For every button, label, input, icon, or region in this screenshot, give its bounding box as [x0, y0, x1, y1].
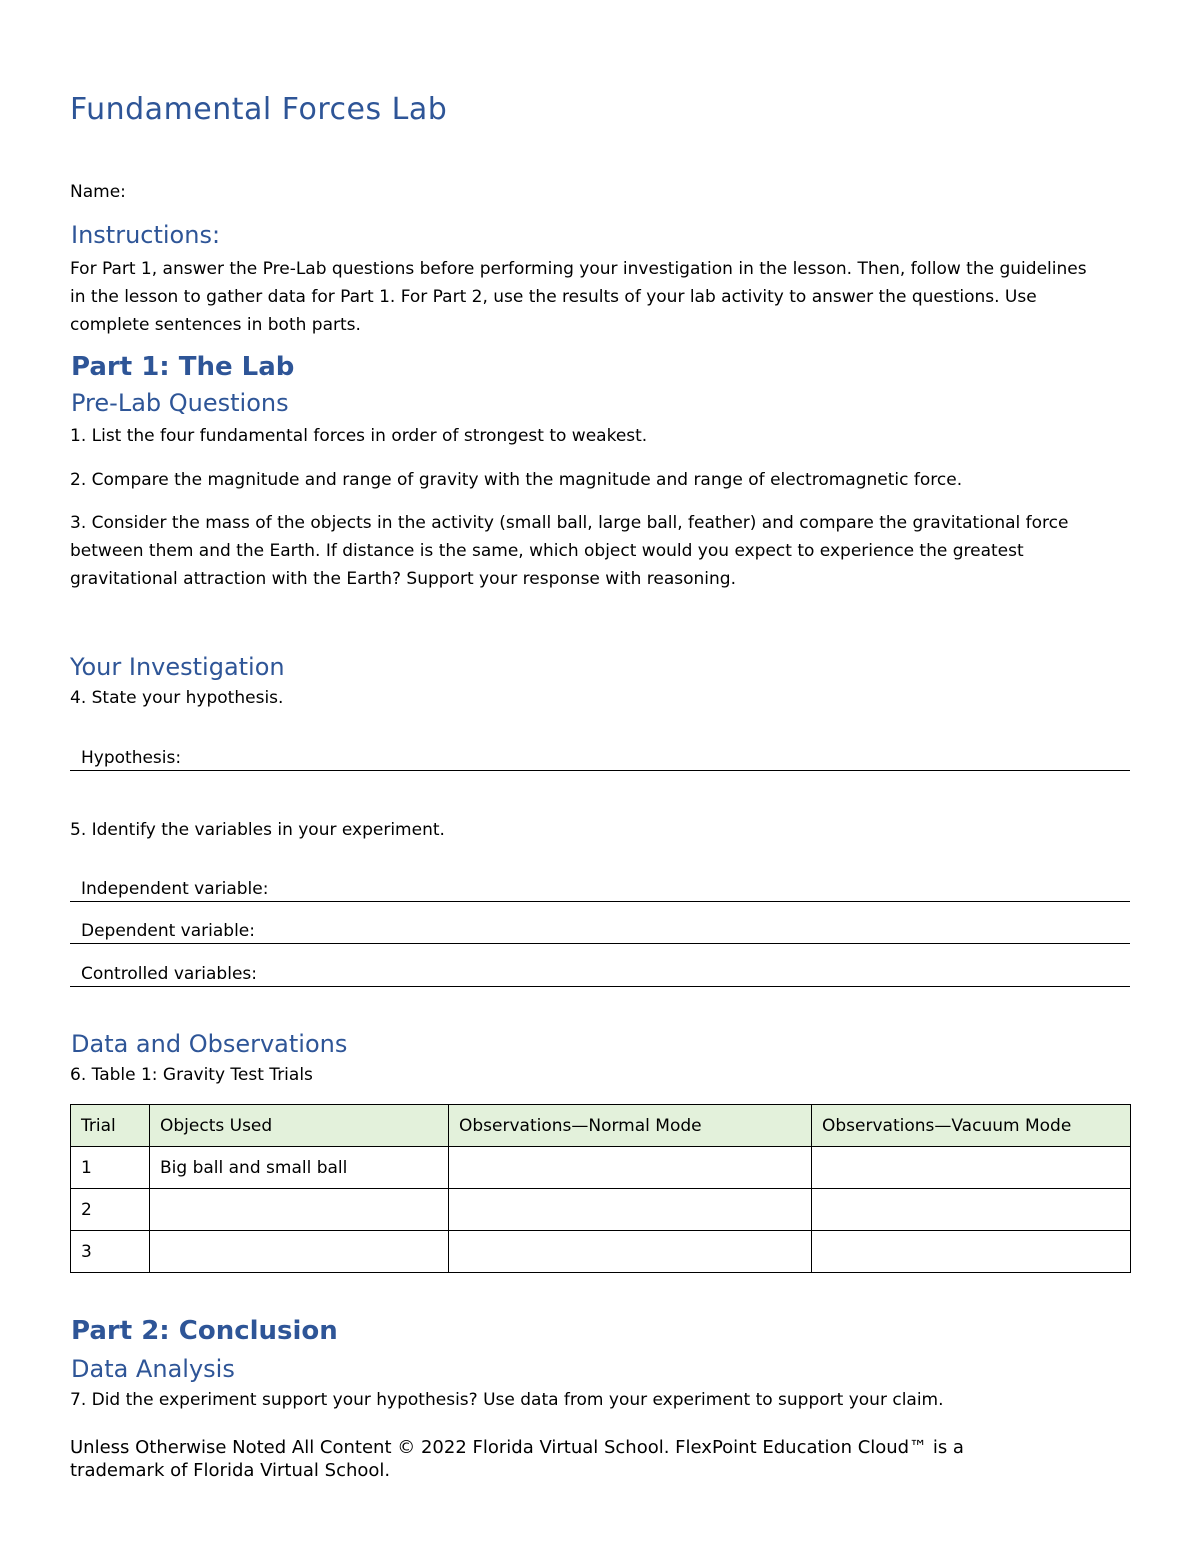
prelab-heading: Pre-Lab Questions [71, 389, 289, 417]
table-cell[interactable] [812, 1147, 1131, 1189]
part2-heading: Part 2: Conclusion [71, 1316, 338, 1346]
name-label: Name: [70, 182, 126, 202]
page-title: Fundamental Forces Lab [70, 92, 448, 127]
question-3-line: between them and the Earth. If distance is the same, which object would you expect to experience the greatest [70, 541, 1024, 561]
copyright-footer [70, 1436, 1130, 1482]
footer-line: Unless Otherwise Noted All Content © 2022 Florida Virtual School. FlexPoint Education Cloud™ is a [70, 1437, 964, 1458]
independent-variable-field[interactable] [70, 875, 1130, 902]
independent-variable-label: Independent variable: [81, 879, 269, 899]
table-cell: 3 [71, 1231, 150, 1273]
table-header: Observations—Normal Mode [449, 1105, 812, 1147]
instructions-text [70, 255, 1140, 339]
dependent-variable-field[interactable] [70, 917, 1130, 944]
instructions-heading: Instructions: [71, 221, 221, 249]
table-cell[interactable] [812, 1231, 1131, 1273]
table-cell[interactable] [449, 1231, 812, 1273]
question-4: 4. State your hypothesis. [70, 688, 284, 708]
footer-line: trademark of Florida Virtual School. [70, 1460, 391, 1481]
dependent-variable-label: Dependent variable: [81, 921, 255, 941]
table-cell[interactable]: Big ball and small ball [150, 1147, 449, 1189]
table-cell[interactable] [150, 1189, 449, 1231]
table-row [71, 1147, 1131, 1189]
table-cell: 1 [71, 1147, 150, 1189]
question-5: 5. Identify the variables in your experiment. [70, 820, 445, 840]
investigation-heading: Your Investigation [70, 653, 285, 681]
data-heading: Data and Observations [71, 1030, 348, 1058]
table-header: Observations—Vacuum Mode [812, 1105, 1131, 1147]
table-cell[interactable] [812, 1189, 1131, 1231]
question-1: 1. List the four fundamental forces in order of strongest to weakest. [70, 426, 648, 446]
hypothesis-field[interactable] [70, 744, 1130, 771]
table-header: Objects Used [150, 1105, 449, 1147]
table-header: Trial [71, 1105, 150, 1147]
gravity-trials-table [70, 1104, 1131, 1273]
table-cell: 2 [71, 1189, 150, 1231]
question-3-line: gravitational attraction with the Earth? Support your response with reasoning. [70, 569, 736, 589]
question-3 [70, 509, 1140, 593]
instructions-line: in the lesson to gather data for Part 1. For Part 2, use the results of your lab activity to answer the questions. Use [70, 287, 1037, 307]
part1-heading: Part 1: The Lab [71, 352, 295, 382]
question-2: 2. Compare the magnitude and range of gravity with the magnitude and range of electromagnetic force. [70, 470, 963, 490]
question-3-line: 3. Consider the mass of the objects in the activity (small ball, large ball, feather) and compare the gravitational force [70, 513, 1069, 533]
table-row [71, 1189, 1131, 1231]
table-cell[interactable] [150, 1231, 449, 1273]
question-7: 7. Did the experiment support your hypothesis? Use data from your experiment to support your claim. [70, 1390, 944, 1410]
hypothesis-label: Hypothesis: [81, 748, 182, 768]
table-cell[interactable] [449, 1189, 812, 1231]
instructions-line: For Part 1, answer the Pre-Lab questions before performing your investigation in the lesson. Then, follow the guidelines [70, 259, 1087, 279]
question-6: 6. Table 1: Gravity Test Trials [70, 1065, 313, 1085]
analysis-heading: Data Analysis [71, 1355, 235, 1383]
controlled-variables-field[interactable] [70, 960, 1130, 987]
instructions-line: complete sentences in both parts. [70, 315, 361, 335]
table-header-row [71, 1105, 1131, 1147]
table-row [71, 1231, 1131, 1273]
table-cell[interactable] [449, 1147, 812, 1189]
controlled-variables-label: Controlled variables: [81, 964, 257, 984]
